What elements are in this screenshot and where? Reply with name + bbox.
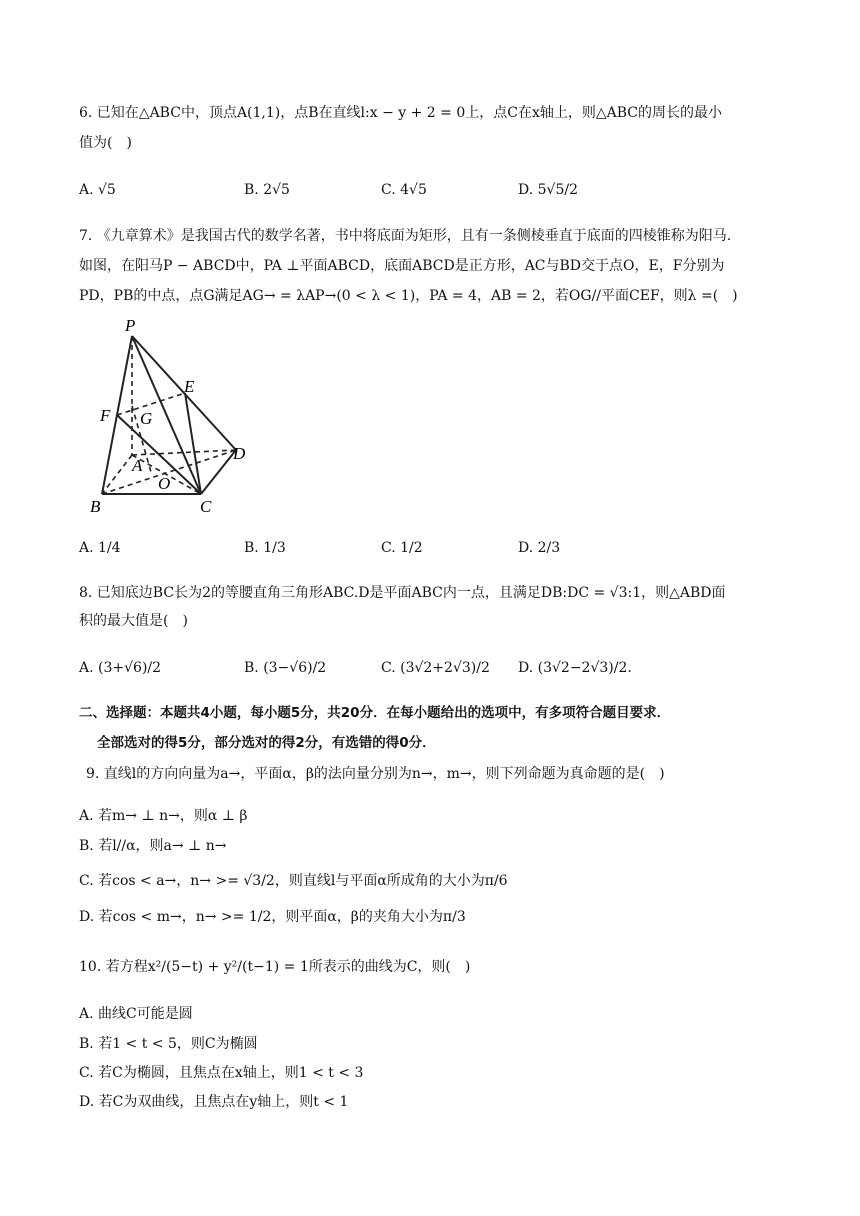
q7-option-a: A. 1/4 <box>79 540 121 556</box>
q10-option-b: B. 若1 < t < 5，则C为椭圆 <box>79 1036 258 1052</box>
q7-stem-line2: 如图，在阳马P − ABCD中，PA ⊥平面ABCD，底面ABCD是正方形，AC与BD交于点O，E，F分别为 <box>79 258 725 274</box>
label-f: F <box>100 406 111 425</box>
q6-option-a: A. √5 <box>79 182 116 198</box>
q10-option-c: C. 若C为椭圆，且焦点在x轴上，则1 < t < 3 <box>79 1065 364 1081</box>
label-a: A <box>132 456 143 475</box>
q6-option-d: D. 5√5/2 <box>518 182 578 198</box>
label-o: O <box>158 474 171 493</box>
q7-stem-line1: 7. 《九章算术》是我国古代的数学名著，书中将底面为矩形，且有一条侧棱垂直于底面的四棱锥称为阳马. <box>79 228 732 244</box>
section2-heading: 二、选择题：本题共4小题，每小题5分，共20分．在每小题给出的选项中，有多项符合题目要求． <box>79 705 671 721</box>
label-p: P <box>125 318 136 335</box>
edge-cd <box>201 450 236 494</box>
q10-stem: 10. 若方程x²/(5−t) + y²/(t−1) = 1所表示的曲线为C，则( ) <box>79 959 471 975</box>
q7-option-b: B. 1/3 <box>244 540 286 556</box>
q8-option-d: D. (3√2−2√3)/2. <box>518 660 632 676</box>
q7-option-d: D. 2/3 <box>518 540 561 556</box>
q9-option-a: A. 若m→ ⊥ n→，则α ⊥ β <box>79 808 248 824</box>
q9-stem: 9. 直线l的方向向量为a→，平面α，β的法向量分别为n→，m→，则下列命题为真命题的是( ) <box>86 766 665 782</box>
q9-option-c: C. 若cos < a→，n→ >= √3/2，则直线l与平面α所成角的大小为π/6 <box>79 873 508 889</box>
q10-option-a: A. 曲线C可能是圆 <box>79 1006 193 1022</box>
pyramid-figure <box>80 318 255 518</box>
q9-option-d: D. 若cos < m→，n→ >= 1/2，则平面α，β的夹角大小为π/3 <box>79 909 466 925</box>
q8-stem-line2: 积的最大值是( ) <box>79 613 188 629</box>
q8-option-b: B. (3−√6)/2 <box>244 660 327 676</box>
q6-option-c: C. 4√5 <box>381 182 427 198</box>
label-g: G <box>140 409 153 428</box>
q7-option-c: C. 1/2 <box>381 540 423 556</box>
q10-option-d: D. 若C为双曲线，且焦点在y轴上，则t < 1 <box>79 1094 349 1110</box>
label-d: D <box>233 444 246 463</box>
label-e: E <box>184 377 195 396</box>
q8-stem-line1: 8. 已知底边BC长为2的等腰直角三角形ABC.D是平面ABC内一点，且满足DB:DC = √3:1，则△ABD面 <box>79 585 726 601</box>
q6-stem-line2: 值为( ) <box>79 135 132 151</box>
q9-option-b: B. 若l//α，则a→ ⊥ n→ <box>79 838 227 854</box>
q6-option-b: B. 2√5 <box>244 182 290 198</box>
q8-option-a: A. (3+√6)/2 <box>79 660 162 676</box>
section2-note: 全部选对的得5分，部分选对的得2分，有选错的得0分． <box>97 735 436 751</box>
q8-option-c: C. (3√2+2√3)/2 <box>381 660 490 676</box>
pyramid-diagram <box>80 318 255 518</box>
label-b: B <box>90 497 101 516</box>
label-c: C <box>200 497 212 516</box>
q7-stem-line3: PD，PB的中点，点G满足AG→ = λAP→(0 < λ < 1)，PA = 4，AB = 2，若OG//平面CEF，则λ =( ) <box>79 288 738 304</box>
q6-stem-line1: 6. 已知在△ABC中，顶点A(1,1)，点B在直线l:x − y + 2 = 0上，点C在x轴上，则△ABC的周长的最小 <box>79 105 722 121</box>
